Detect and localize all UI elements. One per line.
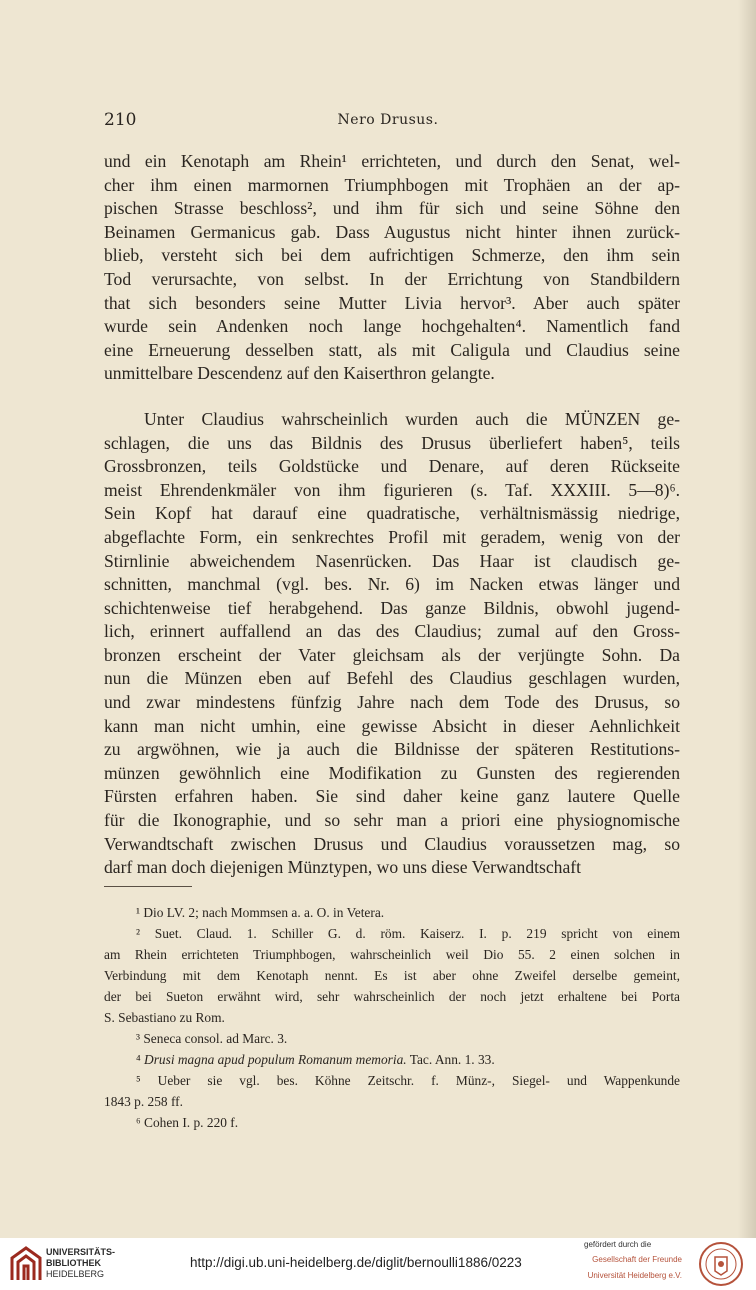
p2-line: schichtenweise tief herabgehend. Das ganze Bildnis, obwohl jugend-	[104, 597, 680, 618]
footnote-4-marker: ⁴	[136, 1052, 141, 1067]
p2-line: zu argwöhnen, wie ja auch die Bildnisse der späteren Restitutions-	[104, 739, 680, 760]
library-name-line2: BIBLIOTHEK	[46, 1258, 101, 1268]
n6-line: ⁶ Cohen I. p. 220 f.	[136, 1115, 239, 1130]
digitization-footer	[0, 1238, 756, 1290]
p2-line: Unter Claudius wahrscheinlich wurden auch die MÜNZEN ge-	[144, 408, 680, 429]
page-edge-shadow	[738, 0, 756, 1238]
n1-line: ¹ Dio LV. 2; nach Mommsen a. a. O. in Vetera.	[136, 905, 385, 920]
p2-line: abgeflachte Form, ein senkrechtes Profil mit geradem, wenig von der	[104, 526, 680, 547]
p2-line: bronzen erscheint der Vater gleichsam als der verjüngte Sohn. Da	[104, 644, 680, 665]
p1-line: wurde sein Andenken noch lange hochgehalten⁴. Namentlich fand	[104, 316, 680, 337]
n2-line: S. Sebastiano zu Rom.	[104, 1010, 225, 1025]
p2-line: schnitten, manchmal (vgl. bes. Nr. 6) im Nacken etwas länger und	[104, 574, 680, 595]
p1-line: Tod verursachte, von selbst. In der Errichtung von Standbildern	[104, 268, 680, 289]
p1-line: that sich besonders seine Mutter Livia hervor³. Aber auch später	[104, 292, 680, 313]
p1-line: cher ihm einen marmornen Triumphbogen mit Trophäen an der ap-	[104, 174, 680, 195]
library-name[interactable]	[46, 1247, 115, 1280]
p2-line: Sein Kopf hat darauf eine quadratische, verhältnismässig niedrige,	[104, 503, 680, 524]
university-seal-icon[interactable]	[698, 1241, 744, 1287]
p2-line: kann man nicht umhin, eine gewisse Absicht in dieser Aehnlichkeit	[104, 715, 680, 736]
library-name-line3: HEIDELBERG	[46, 1269, 105, 1279]
footnote-4	[104, 1049, 680, 1070]
p2-line: Grossbronzen, teils Goldstücke und Denare, auf deren Rückseite	[104, 456, 680, 477]
p1-line: und ein Kenotaph am Rhein¹ errichteten, und durch den Senat, wel-	[104, 151, 680, 171]
sponsor-line-2: Universität Heidelberg e.V.	[587, 1271, 682, 1280]
footnote-4-citation: Tac. Ann. 1. 33.	[406, 1052, 495, 1067]
n2-line: ² Suet. Claud. 1. Schiller G. d. röm. Kaiserz. I. p. 219 spricht von einem	[136, 926, 680, 941]
p1-line: eine Erneuerung desselben statt, als mit Caligula und Claudius seine	[104, 339, 680, 360]
paragraph-2	[104, 408, 680, 880]
p2-line: Fürsten erfahren haben. Sie sind daher keine ganz lautere Quelle	[104, 786, 680, 807]
library-name-line1: UNIVERSITÄTS-	[46, 1247, 116, 1257]
n2-line: am Rhein errichteten Triumphbogen, wahrscheinlich weil Dio 55. 2 einen solchen in	[104, 947, 680, 962]
footnote-5	[104, 1070, 680, 1112]
p1-line: unmittelbare Descendenz auf den Kaiserthron gelangte.	[104, 363, 495, 384]
running-title: Nero Drusus.	[337, 112, 439, 128]
p2-line: Verwandtschaft zwischen Drusus und Claudius voraussetzen mag, so	[104, 833, 680, 854]
page-number: 210	[104, 110, 137, 130]
footnote-6	[104, 1112, 680, 1133]
n5-line: ⁵ Ueber sie vgl. bes. Köhne Zeitschr. f. Münz-, Siegel- und Wappenkunde	[136, 1073, 680, 1088]
p2-line: und zwar mindestens fünfzig Jahre nach dem Tode des Drusus, so	[104, 692, 680, 713]
p2-line: schlagen, die uns das Bildnis des Drusus überliefert haben⁵, teils	[104, 432, 680, 453]
body-text	[104, 150, 680, 880]
sponsor-prefix: gefördert durch die	[584, 1240, 652, 1249]
sponsor-block[interactable]	[584, 1240, 682, 1281]
n2-line: Verbindung mit dem Kenotaph nennt. Es ist aber ohne Zweifel derselbe gemeint,	[104, 968, 680, 983]
n2-line: der bei Sueton erwähnt wird, sehr wahrscheinlich der noch jetzt erhaltene bei Porta	[104, 989, 680, 1004]
footnote-separator	[104, 886, 192, 887]
footnote-2	[104, 923, 680, 1028]
permalink-url[interactable]: http://digi.ub.uni-heidelberg.de/diglit/bernoulli1886/0223	[190, 1255, 522, 1270]
paragraph-1	[104, 150, 680, 386]
page-header	[104, 110, 672, 132]
sponsor-line-1: Gesellschaft der Freunde	[592, 1255, 682, 1264]
p2-line: darf man doch diejenigen Münztypen, wo uns diese Verwandtschaft	[104, 857, 582, 878]
p2-line: münzen gewöhnlich eine Modifikation zu Gunsten des regierenden	[104, 762, 680, 783]
p1-line: Beinamen Germanicus gab. Dass Augustus nicht hinter ihnen zurück-	[104, 221, 680, 242]
p1-line: blieb, versteht sich bei dem aufrichtigen Schmerze, den ihm sein	[104, 245, 680, 266]
p2-line: Stirnlinie abweichendem Nasenrücken. Das Haar ist claudisch ge-	[104, 550, 680, 571]
n5-line: 1843 p. 258 ff.	[104, 1094, 183, 1109]
p2-line: für die Ikonographie, und so sehr man a priori eine physiognomische	[104, 810, 680, 831]
footnotes	[104, 902, 680, 1133]
p1-line: pischen Strasse beschloss², und ihm für sich und seine Söhne den	[104, 198, 680, 219]
footnote-1	[104, 902, 680, 923]
n3-line: ³ Seneca consol. ad Marc. 3.	[136, 1031, 288, 1046]
footnote-4-quote: Drusi magna apud populum Romanum memoria.	[144, 1052, 407, 1067]
footnote-3	[104, 1028, 680, 1049]
p2-line: lich, erinnert auffallend an das des Claudius; zumal auf den Gross-	[104, 621, 680, 642]
p2-line: nun die Münzen eben auf Befehl des Claudius geschlagen wurden,	[104, 668, 680, 689]
library-logo-icon[interactable]	[8, 1244, 44, 1284]
p2-line: meist Ehrendenkmäler von ihm figurieren (s. Taf. XXXIII. 5—8)⁶.	[104, 479, 680, 500]
